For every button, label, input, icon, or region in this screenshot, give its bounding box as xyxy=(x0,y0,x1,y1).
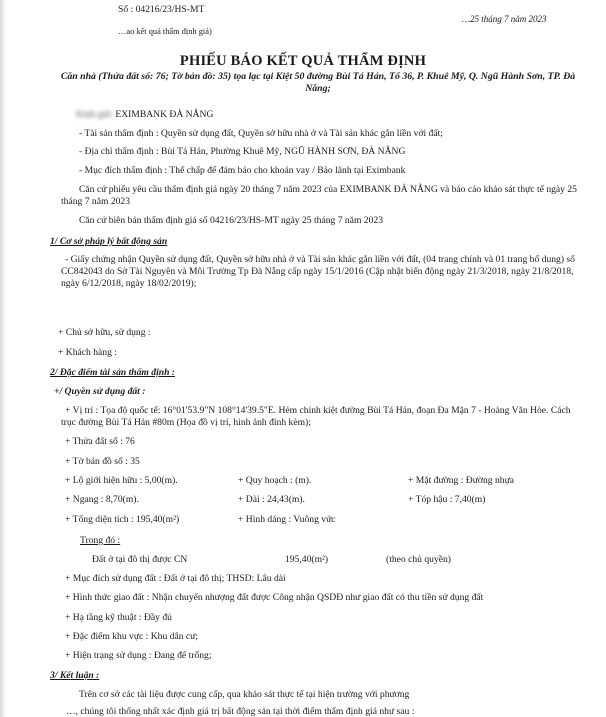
allocation-line: + Hình thức giao đất : Nhận chuyển nhượng đất được Công nhận QSDĐ như giao đất có thu tiền sử dụng đất xyxy=(65,592,484,603)
road-surface-field: + Mặt đường : Đường nhựa xyxy=(408,475,515,486)
frontage-field: + Ngang : 8,70(m). xyxy=(65,494,139,505)
of-which-label: Trong đó : xyxy=(80,535,121,546)
section-2-heading: 2/ Đặc điểm tài sản thẩm định : xyxy=(50,367,175,378)
document-subtitle: Căn nhà (Thửa đất số: 76; Tờ bản đồ: 35) tọa lạc tại Kiệt 50 đường Bùi Tá Hán, Tổ 36, P. Khuê Mỹ, Q. Ngũ Hành Sơn, TP. Đà Nẵng; xyxy=(60,71,576,95)
ref-line: …ao kết quả thẩm định giá) xyxy=(118,27,212,36)
parcel-line: + Thửa đất số : 76 xyxy=(65,436,135,447)
back-width-field: + Tóp hậu : 7,40(m) xyxy=(408,494,486,505)
basis-paragraph-1: Căn cứ phiếu yêu cầu thẩm định giá ngày 20 tháng 7 năm 2023 của EXIMBANK ĐÀ NẴNG và báo cáo khảo sát thực tế ngày 25 tháng 7 năm 2023 xyxy=(61,184,577,207)
land-type-cell: Đất ở tại đô thị được CN xyxy=(92,554,188,565)
owner-line: + Chủ sở hữu, sử dụng : xyxy=(58,327,151,338)
recipient-prefix: Kính gửi: xyxy=(76,109,113,120)
asset-line: - Tài sản thẩm định : Quyền sử dụng đất, Quyền sở hữu nhà ở và Tài sản khác gắn liền với đất; xyxy=(79,128,443,139)
area-feature-line: + Đặc điểm khu vực : Khu dân cư; xyxy=(65,631,199,642)
basis-paragraph-2: Căn cứ biên bản thẩm định giá số 04216/23/HS-MT ngày 25 tháng 7 năm 2023 xyxy=(79,215,383,226)
infrastructure-line: + Hạ tầng kỹ thuật : Đầy đủ xyxy=(65,612,172,623)
client-line: + Khách hàng : xyxy=(58,347,117,358)
section-1-heading: 1/ Cơ sở pháp lý bất động sản xyxy=(50,236,168,247)
land-note-cell: (theo chủ quyền) xyxy=(386,554,452,565)
section-3-heading: 3/ Kết luận : xyxy=(50,670,100,681)
address-line: - Địa chỉ thẩm định : Bùi Tá Hán, Phường Khuê Mỹ, NGŨ HÀNH SƠN, ĐÀ NẴNG xyxy=(79,146,406,157)
purpose-line: - Mục đích thẩm định : Thế chấp để đảm bảo cho khoản vay / Bảo lãnh tại Eximbank xyxy=(79,165,406,176)
road-width-field: + Lộ giới hiện hữu : 5,00(m). xyxy=(65,475,178,486)
doc-number: Số : 04216/23/HS-MT xyxy=(118,4,205,15)
conclusion-line-1: Trên cơ sở các tài liệu được cung cấp, qua khảo sát thực tế tại hiện trường với phương xyxy=(79,689,410,700)
use-purpose-line: + Mục đích sử dụng đất : Đất ở tại đô thị; THSD: Lâu dài xyxy=(65,573,286,584)
shape-field: + Hình dáng : Vuông vức xyxy=(238,514,336,525)
total-area-field: + Tổng diện tích : 195,40(m²) xyxy=(65,514,180,525)
land-area-cell: 195,40(m²) xyxy=(285,554,329,565)
recipient-name: EXIMBANK ĐÀ NẴNG xyxy=(115,109,214,120)
doc-date: …25 tháng 7 năm 2023 xyxy=(462,14,547,24)
land-rights-heading: +/ Quyền sử dụng đất : xyxy=(54,386,146,397)
current-use-line: + Hiện trạng sử dụng : Đang để trống; xyxy=(65,650,212,661)
conclusion-line-2: …, chúng tôi thống nhất xác định giá trị bất động sản tại thời điểm thẩm định giá như sau : xyxy=(66,706,415,717)
page-edge-shadow xyxy=(0,0,6,717)
planning-field: + Quy hoạch : (m). xyxy=(238,475,312,486)
legal-basis-paragraph: - Giấy chứng nhận Quyền sử dụng đất, Quyền sở hữu nhà ở và Tài sản khác gắn liền với đất, (04 trang chính và 01 trang bổ dung) số CC842043 do Sở Tài Nguyên và Môi Trường Tp Đà Nẵng cấp ngày 15/1/2016 (Cập nhật biến động ngày 21/3/2018, ngày 21/8/2018, ngày 6/12/2018, ngày 18/02/2019); xyxy=(61,254,575,289)
location-paragraph: + Vị trí : Tọa độ quốc tế: 16°01'53.9"N 108°14'39.5"E. Hẻm chính kiệt đường Bùi Tá Hán, đoạn Đa Mặn 7 - Hoàng Văn Hòe. Cách trục đường Bùi Tá Hán #80m (Họa đồ vị trí, hình ảnh đính kèm); xyxy=(61,405,571,428)
length-field: + Dài : 24,43(m). xyxy=(238,494,305,505)
map-sheet-line: + Tờ bản đồ số : 35 xyxy=(65,456,140,467)
recipient-line xyxy=(76,109,213,121)
document-title: PHIẾU BÁO KẾT QUẢ THẨM ĐỊNH xyxy=(179,53,427,69)
